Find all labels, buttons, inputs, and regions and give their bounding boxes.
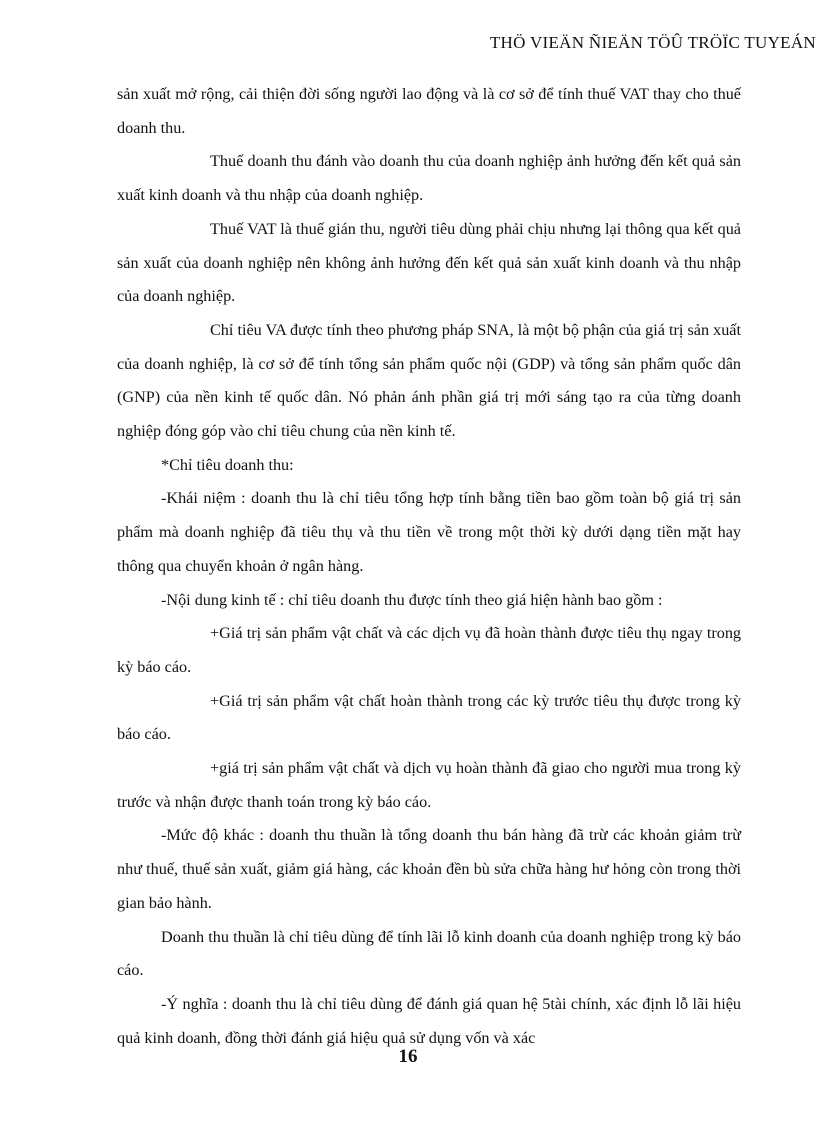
paragraph-3: Thuế VAT là thuế gián thu, người tiêu dùng phải chịu nhưng lại thông qua kết quả sản xuất của doanh nghiệp nên không ảnh hưởng đến kết quả sản xuất kinh doanh và thu nhập của doanh nghiệp. [117, 219, 741, 306]
list-item-1: +Giá trị sản phẩm vật chất và các dịch vụ đã hoàn thành được tiêu thụ ngay trong kỳ báo cáo. [117, 624, 741, 676]
paragraph-1: sản xuất mở rộng, cải thiện đời sống người lao động và là cơ sở để tính thuế VAT thay cho thuế doanh thu. [117, 85, 741, 137]
paragraph-net-revenue: Doanh thu thuần là chỉ tiêu dùng để tính lãi lỗ kinh doanh của doanh nghiệp trong kỳ báo cáo. [117, 927, 741, 980]
document-body [117, 78, 741, 1055]
page-number: 16 [398, 1046, 418, 1067]
running-header: THÖ VIEÄN ÑIEÄN TÖÛ TRÖÏC TUYEÁN [489, 33, 816, 52]
section-heading-revenue: *Chỉ tiêu doanh thu: [161, 455, 294, 474]
paragraph-economic-content: -Nội dung kinh tế : chỉ tiêu doanh thu được tính theo giá hiện hành bao gồm : [161, 590, 663, 609]
paragraph-4: Chỉ tiêu VA được tính theo phương pháp SNA, là một bộ phận của giá trị sản xuất của doanh nghiệp, là cơ sở để tính tổng sản phẩm quốc nội (GDP) và tổng sản phẩm quốc dân (GNP) của nền kinh tế quốc dân. Nó phản ánh phần giá trị mới sáng tạo ra của từng doanh nghiệp đóng góp vào chỉ tiêu chung của nền kinh tế. [117, 320, 741, 441]
paragraph-other-level: -Mức độ khác : doanh thu thuần là tổng doanh thu bán hàng đã trừ các khoản giảm trừ như thuế, thuế sản xuất, giảm giá hàng, các khoản đền bù sửa chữa hàng hư hỏng còn trong thời gian bảo hành. [117, 826, 741, 912]
paragraph-definition: -Khái niệm : doanh thu là chỉ tiêu tổng hợp tính bằng tiền bao gồm toàn bộ giá trị sản phẩm mà doanh nghiệp đã tiêu thụ và thu tiền về trong một thời kỳ dưới dạng tiền mặt hay thông qua chuyển khoản ở ngân hàng. [117, 489, 741, 575]
list-item-2: +Giá trị sản phẩm vật chất hoàn thành trong các kỳ trước tiêu thụ được trong kỳ báo cáo. [117, 691, 741, 744]
paragraph-significance: -Ý nghĩa : doanh thu là chỉ tiêu dùng để đánh giá quan hệ 5tài chính, xác định lỗ lãi hiệu quả kinh doanh, đồng thời đánh giá hiệu quả sử dụng vốn và xác [117, 994, 741, 1047]
paragraph-2: Thuế doanh thu đánh vào doanh thu của doanh nghiệp ảnh hưởng đến kết quả sản xuất kinh doanh và thu nhập của doanh nghiệp. [117, 152, 741, 205]
list-item-3: +giá trị sản phẩm vật chất và dịch vụ hoàn thành đã giao cho người mua trong kỳ trước và nhận được thanh toán trong kỳ báo cáo. [117, 759, 741, 811]
